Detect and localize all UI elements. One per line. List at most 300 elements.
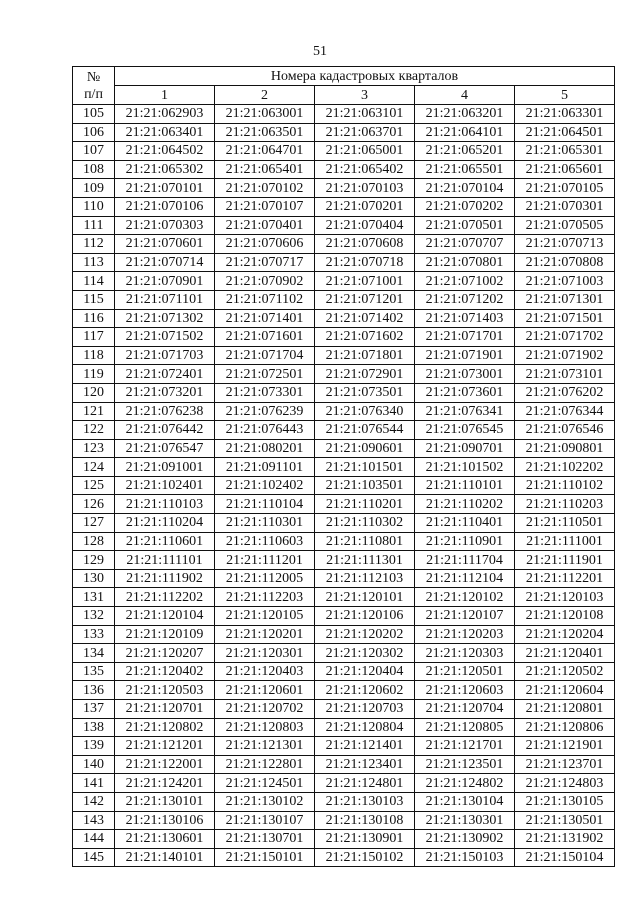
cadastral-number-cell: 21:21:101501 bbox=[315, 458, 415, 477]
table-row bbox=[73, 365, 615, 384]
cadastral-number-cell: 21:21:073301 bbox=[215, 383, 315, 402]
row-number-cell: 142 bbox=[73, 792, 115, 811]
cadastral-number-cell: 21:21:130601 bbox=[115, 830, 215, 849]
column-number-3: 3 bbox=[315, 86, 415, 105]
row-number-cell: 106 bbox=[73, 123, 115, 142]
cadastral-number-cell: 21:21:063201 bbox=[415, 105, 515, 124]
cadastral-number-cell: 21:21:120109 bbox=[115, 625, 215, 644]
cadastral-number-cell: 21:21:070401 bbox=[215, 216, 315, 235]
cadastral-quarters-table bbox=[72, 66, 615, 867]
row-number-cell: 108 bbox=[73, 160, 115, 179]
cadastral-number-cell: 21:21:120201 bbox=[215, 625, 315, 644]
cadastral-number-cell: 21:21:112201 bbox=[515, 569, 615, 588]
row-number-cell: 140 bbox=[73, 755, 115, 774]
row-number-cell: 105 bbox=[73, 105, 115, 124]
cadastral-number-cell: 21:21:071801 bbox=[315, 346, 415, 365]
row-number-cell: 143 bbox=[73, 811, 115, 830]
cadastral-number-cell: 21:21:110101 bbox=[415, 476, 515, 495]
cadastral-number-cell: 21:21:120805 bbox=[415, 718, 515, 737]
column-number-5: 5 bbox=[515, 86, 615, 105]
cadastral-number-cell: 21:21:073101 bbox=[515, 365, 615, 384]
cadastral-number-cell: 21:21:121901 bbox=[515, 737, 615, 756]
cadastral-number-cell: 21:21:076546 bbox=[515, 421, 615, 440]
cadastral-number-cell: 21:21:070303 bbox=[115, 216, 215, 235]
cadastral-number-cell: 21:21:130101 bbox=[115, 792, 215, 811]
row-number-cell: 115 bbox=[73, 290, 115, 309]
cadastral-number-cell: 21:21:130501 bbox=[515, 811, 615, 830]
table-row bbox=[73, 309, 615, 328]
cadastral-number-cell: 21:21:076547 bbox=[115, 439, 215, 458]
table-row bbox=[73, 216, 615, 235]
cadastral-number-cell: 21:21:120801 bbox=[515, 700, 615, 719]
cadastral-number-cell: 21:21:070106 bbox=[115, 197, 215, 216]
cadastral-number-cell: 21:21:070107 bbox=[215, 197, 315, 216]
cadastral-number-cell: 21:21:063101 bbox=[315, 105, 415, 124]
cadastral-number-cell: 21:21:123501 bbox=[415, 755, 515, 774]
cadastral-number-cell: 21:21:120207 bbox=[115, 644, 215, 663]
cadastral-number-cell: 21:21:070104 bbox=[415, 179, 515, 198]
cadastral-number-cell: 21:21:120402 bbox=[115, 662, 215, 681]
cadastral-number-cell: 21:21:120104 bbox=[115, 607, 215, 626]
cadastral-number-cell: 21:21:103501 bbox=[315, 476, 415, 495]
cadastral-number-cell: 21:21:112203 bbox=[215, 588, 315, 607]
group-header: Номера кадастровых кварталов bbox=[115, 67, 615, 86]
table-row bbox=[73, 458, 615, 477]
cadastral-number-cell: 21:21:130301 bbox=[415, 811, 515, 830]
table-row bbox=[73, 774, 615, 793]
cadastral-number-cell: 21:21:071402 bbox=[315, 309, 415, 328]
row-number-cell: 134 bbox=[73, 644, 115, 663]
cadastral-number-cell: 21:21:064701 bbox=[215, 142, 315, 161]
cadastral-number-cell: 21:21:071703 bbox=[115, 346, 215, 365]
cadastral-number-cell: 21:21:130902 bbox=[415, 830, 515, 849]
table-row bbox=[73, 700, 615, 719]
cadastral-number-cell: 21:21:120106 bbox=[315, 607, 415, 626]
row-number-cell: 138 bbox=[73, 718, 115, 737]
row-number-cell: 113 bbox=[73, 253, 115, 272]
cadastral-number-cell: 21:21:110801 bbox=[315, 532, 415, 551]
cadastral-number-cell: 21:21:130701 bbox=[215, 830, 315, 849]
cadastral-number-cell: 21:21:070901 bbox=[115, 272, 215, 291]
row-number-cell: 112 bbox=[73, 235, 115, 254]
table-row bbox=[73, 625, 615, 644]
cadastral-number-cell: 21:21:073001 bbox=[415, 365, 515, 384]
cadastral-number-cell: 21:21:110203 bbox=[515, 495, 615, 514]
row-number-cell: 124 bbox=[73, 458, 115, 477]
cadastral-number-cell: 21:21:076340 bbox=[315, 402, 415, 421]
row-number-cell: 114 bbox=[73, 272, 115, 291]
table-row bbox=[73, 848, 615, 867]
cadastral-number-cell: 21:21:064502 bbox=[115, 142, 215, 161]
cadastral-number-cell: 21:21:111901 bbox=[515, 551, 615, 570]
cadastral-number-cell: 21:21:070601 bbox=[115, 235, 215, 254]
cadastral-number-cell: 21:21:120703 bbox=[315, 700, 415, 719]
row-number-cell: 117 bbox=[73, 328, 115, 347]
cadastral-number-cell: 21:21:070505 bbox=[515, 216, 615, 235]
cadastral-number-cell: 21:21:073601 bbox=[415, 383, 515, 402]
cadastral-number-cell: 21:21:076545 bbox=[415, 421, 515, 440]
cadastral-number-cell: 21:21:120404 bbox=[315, 662, 415, 681]
cadastral-number-cell: 21:21:111704 bbox=[415, 551, 515, 570]
cadastral-number-cell: 21:21:110603 bbox=[215, 532, 315, 551]
cadastral-number-cell: 21:21:112005 bbox=[215, 569, 315, 588]
cadastral-number-cell: 21:21:076341 bbox=[415, 402, 515, 421]
row-number-cell: 137 bbox=[73, 700, 115, 719]
cadastral-number-cell: 21:21:121701 bbox=[415, 737, 515, 756]
table-row bbox=[73, 755, 615, 774]
cadastral-number-cell: 21:21:070301 bbox=[515, 197, 615, 216]
cadastral-number-cell: 21:21:071502 bbox=[115, 328, 215, 347]
cadastral-number-cell: 21:21:122801 bbox=[215, 755, 315, 774]
cadastral-number-cell: 21:21:130107 bbox=[215, 811, 315, 830]
cadastral-number-cell: 21:21:150102 bbox=[315, 848, 415, 867]
cadastral-number-cell: 21:21:110104 bbox=[215, 495, 315, 514]
table-row bbox=[73, 328, 615, 347]
cadastral-number-cell: 21:21:065402 bbox=[315, 160, 415, 179]
cadastral-number-cell: 21:21:120601 bbox=[215, 681, 315, 700]
cadastral-number-cell: 21:21:110103 bbox=[115, 495, 215, 514]
cadastral-number-cell: 21:21:076239 bbox=[215, 402, 315, 421]
table-row bbox=[73, 644, 615, 663]
cadastral-number-cell: 21:21:124803 bbox=[515, 774, 615, 793]
header-row-1 bbox=[73, 67, 615, 86]
table-row bbox=[73, 197, 615, 216]
table-row bbox=[73, 402, 615, 421]
cadastral-number-cell: 21:21:070608 bbox=[315, 235, 415, 254]
cadastral-number-cell: 21:21:070808 bbox=[515, 253, 615, 272]
cadastral-number-cell: 21:21:130105 bbox=[515, 792, 615, 811]
cadastral-number-cell: 21:21:065001 bbox=[315, 142, 415, 161]
cadastral-number-cell: 21:21:110302 bbox=[315, 514, 415, 533]
cadastral-number-cell: 21:21:120701 bbox=[115, 700, 215, 719]
table-row bbox=[73, 346, 615, 365]
cadastral-number-cell: 21:21:071002 bbox=[415, 272, 515, 291]
cadastral-number-cell: 21:21:070102 bbox=[215, 179, 315, 198]
cadastral-number-cell: 21:21:120101 bbox=[315, 588, 415, 607]
table-row bbox=[73, 588, 615, 607]
cadastral-number-cell: 21:21:112202 bbox=[115, 588, 215, 607]
cadastral-number-cell: 21:21:070606 bbox=[215, 235, 315, 254]
cadastral-number-cell: 21:21:131902 bbox=[515, 830, 615, 849]
cadastral-number-cell: 21:21:076238 bbox=[115, 402, 215, 421]
cadastral-number-cell: 21:21:111001 bbox=[515, 532, 615, 551]
cadastral-number-cell: 21:21:072401 bbox=[115, 365, 215, 384]
row-number-cell: 144 bbox=[73, 830, 115, 849]
row-number-cell: 141 bbox=[73, 774, 115, 793]
cadastral-number-cell: 21:21:120401 bbox=[515, 644, 615, 663]
table-row bbox=[73, 681, 615, 700]
cadastral-number-cell: 21:21:120604 bbox=[515, 681, 615, 700]
cadastral-number-cell: 21:21:110204 bbox=[115, 514, 215, 533]
cadastral-number-cell: 21:21:130103 bbox=[315, 792, 415, 811]
row-number-header bbox=[73, 67, 115, 105]
row-number-header-top: № bbox=[86, 69, 101, 85]
cadastral-number-cell: 21:21:091001 bbox=[115, 458, 215, 477]
cadastral-number-cell: 21:21:070404 bbox=[315, 216, 415, 235]
cadastral-number-cell: 21:21:123401 bbox=[315, 755, 415, 774]
cadastral-number-cell: 21:21:071401 bbox=[215, 309, 315, 328]
table-row bbox=[73, 290, 615, 309]
row-number-cell: 145 bbox=[73, 848, 115, 867]
cadastral-number-cell: 21:21:120301 bbox=[215, 644, 315, 663]
row-number-cell: 110 bbox=[73, 197, 115, 216]
column-number-4: 4 bbox=[415, 86, 515, 105]
column-number-1: 1 bbox=[115, 86, 215, 105]
cadastral-number-cell: 21:21:076544 bbox=[315, 421, 415, 440]
cadastral-number-cell: 21:21:130104 bbox=[415, 792, 515, 811]
row-number-cell: 129 bbox=[73, 551, 115, 570]
cadastral-number-cell: 21:21:071003 bbox=[515, 272, 615, 291]
row-number-cell: 131 bbox=[73, 588, 115, 607]
cadastral-number-cell: 21:21:071702 bbox=[515, 328, 615, 347]
row-number-cell: 120 bbox=[73, 383, 115, 402]
cadastral-number-cell: 21:21:120103 bbox=[515, 588, 615, 607]
cadastral-number-cell: 21:21:111201 bbox=[215, 551, 315, 570]
cadastral-number-cell: 21:21:101502 bbox=[415, 458, 515, 477]
cadastral-number-cell: 21:21:065401 bbox=[215, 160, 315, 179]
cadastral-number-cell: 21:21:080201 bbox=[215, 439, 315, 458]
cadastral-number-cell: 21:21:065501 bbox=[415, 160, 515, 179]
cadastral-number-cell: 21:21:120203 bbox=[415, 625, 515, 644]
header-row-2 bbox=[73, 86, 615, 105]
cadastral-number-cell: 21:21:090601 bbox=[315, 439, 415, 458]
cadastral-number-cell: 21:21:150103 bbox=[415, 848, 515, 867]
row-number-cell: 121 bbox=[73, 402, 115, 421]
cadastral-number-cell: 21:21:112103 bbox=[315, 569, 415, 588]
table-row bbox=[73, 737, 615, 756]
row-number-cell: 132 bbox=[73, 607, 115, 626]
table-row bbox=[73, 495, 615, 514]
cadastral-number-cell: 21:21:120501 bbox=[415, 662, 515, 681]
cadastral-number-cell: 21:21:071001 bbox=[315, 272, 415, 291]
cadastral-number-cell: 21:21:120502 bbox=[515, 662, 615, 681]
cadastral-number-cell: 21:21:072501 bbox=[215, 365, 315, 384]
cadastral-number-cell: 21:21:120702 bbox=[215, 700, 315, 719]
cadastral-number-cell: 21:21:150104 bbox=[515, 848, 615, 867]
cadastral-number-cell: 21:21:124801 bbox=[315, 774, 415, 793]
cadastral-number-cell: 21:21:120802 bbox=[115, 718, 215, 737]
cadastral-number-cell: 21:21:120108 bbox=[515, 607, 615, 626]
cadastral-number-cell: 21:21:063301 bbox=[515, 105, 615, 124]
row-number-cell: 136 bbox=[73, 681, 115, 700]
cadastral-number-cell: 21:21:121401 bbox=[315, 737, 415, 756]
table-row bbox=[73, 532, 615, 551]
row-number-cell: 127 bbox=[73, 514, 115, 533]
column-number-2: 2 bbox=[215, 86, 315, 105]
cadastral-number-cell: 21:21:064101 bbox=[415, 123, 515, 142]
table-row bbox=[73, 179, 615, 198]
table-row bbox=[73, 253, 615, 272]
cadastral-number-cell: 21:21:070718 bbox=[315, 253, 415, 272]
cadastral-number-cell: 21:21:120503 bbox=[115, 681, 215, 700]
cadastral-number-cell: 21:21:065201 bbox=[415, 142, 515, 161]
cadastral-number-cell: 21:21:110901 bbox=[415, 532, 515, 551]
cadastral-number-cell: 21:21:070801 bbox=[415, 253, 515, 272]
cadastral-number-cell: 21:21:071102 bbox=[215, 290, 315, 309]
cadastral-number-cell: 21:21:090801 bbox=[515, 439, 615, 458]
table-row bbox=[73, 830, 615, 849]
cadastral-number-cell: 21:21:110102 bbox=[515, 476, 615, 495]
cadastral-number-cell: 21:21:120804 bbox=[315, 718, 415, 737]
cadastral-number-cell: 21:21:120204 bbox=[515, 625, 615, 644]
row-number-cell: 139 bbox=[73, 737, 115, 756]
table-header bbox=[73, 67, 615, 105]
cadastral-number-cell: 21:21:063701 bbox=[315, 123, 415, 142]
cadastral-number-cell: 21:21:071403 bbox=[415, 309, 515, 328]
cadastral-number-cell: 21:21:065301 bbox=[515, 142, 615, 161]
page-number: 51 bbox=[313, 44, 327, 59]
row-number-cell: 133 bbox=[73, 625, 115, 644]
row-number-cell: 111 bbox=[73, 216, 115, 235]
table-row bbox=[73, 514, 615, 533]
cadastral-number-cell: 21:21:070105 bbox=[515, 179, 615, 198]
cadastral-number-cell: 21:21:071701 bbox=[415, 328, 515, 347]
table-row bbox=[73, 718, 615, 737]
row-number-cell: 130 bbox=[73, 569, 115, 588]
cadastral-number-cell: 21:21:071302 bbox=[115, 309, 215, 328]
cadastral-number-cell: 21:21:120302 bbox=[315, 644, 415, 663]
cadastral-number-cell: 21:21:071101 bbox=[115, 290, 215, 309]
row-number-cell: 128 bbox=[73, 532, 115, 551]
row-number-cell: 123 bbox=[73, 439, 115, 458]
cadastral-number-cell: 21:21:123701 bbox=[515, 755, 615, 774]
table-row bbox=[73, 811, 615, 830]
cadastral-number-cell: 21:21:102401 bbox=[115, 476, 215, 495]
cadastral-number-cell: 21:21:073501 bbox=[315, 383, 415, 402]
cadastral-number-cell: 21:21:140101 bbox=[115, 848, 215, 867]
cadastral-number-cell: 21:21:070201 bbox=[315, 197, 415, 216]
table-body bbox=[73, 105, 615, 867]
table-row bbox=[73, 439, 615, 458]
table-row bbox=[73, 476, 615, 495]
table-row bbox=[73, 272, 615, 291]
cadastral-number-cell: 21:21:130901 bbox=[315, 830, 415, 849]
cadastral-number-cell: 21:21:120107 bbox=[415, 607, 515, 626]
cadastral-number-cell: 21:21:102402 bbox=[215, 476, 315, 495]
table-row bbox=[73, 792, 615, 811]
cadastral-number-cell: 21:21:120602 bbox=[315, 681, 415, 700]
cadastral-number-cell: 21:21:070103 bbox=[315, 179, 415, 198]
cadastral-number-cell: 21:21:091101 bbox=[215, 458, 315, 477]
row-number-cell: 122 bbox=[73, 421, 115, 440]
cadastral-number-cell: 21:21:120806 bbox=[515, 718, 615, 737]
cadastral-number-cell: 21:21:071201 bbox=[315, 290, 415, 309]
cadastral-number-cell: 21:21:130108 bbox=[315, 811, 415, 830]
cadastral-number-cell: 21:21:076202 bbox=[515, 383, 615, 402]
row-number-header-bottom: п/п bbox=[84, 86, 103, 102]
cadastral-number-cell: 21:21:124501 bbox=[215, 774, 315, 793]
cadastral-number-cell: 21:21:070902 bbox=[215, 272, 315, 291]
cadastral-number-cell: 21:21:073201 bbox=[115, 383, 215, 402]
cadastral-number-cell: 21:21:090701 bbox=[415, 439, 515, 458]
cadastral-number-cell: 21:21:121201 bbox=[115, 737, 215, 756]
cadastral-number-cell: 21:21:071602 bbox=[315, 328, 415, 347]
cadastral-number-cell: 21:21:122001 bbox=[115, 755, 215, 774]
cadastral-number-cell: 21:21:124802 bbox=[415, 774, 515, 793]
cadastral-number-cell: 21:21:071902 bbox=[515, 346, 615, 365]
cadastral-number-cell: 21:21:076344 bbox=[515, 402, 615, 421]
cadastral-number-cell: 21:21:120303 bbox=[415, 644, 515, 663]
cadastral-number-cell: 21:21:120202 bbox=[315, 625, 415, 644]
cadastral-number-cell: 21:21:120102 bbox=[415, 588, 515, 607]
cadastral-number-cell: 21:21:110501 bbox=[515, 514, 615, 533]
table-row bbox=[73, 123, 615, 142]
cadastral-number-cell: 21:21:070202 bbox=[415, 197, 515, 216]
cadastral-number-cell: 21:21:070707 bbox=[415, 235, 515, 254]
row-number-cell: 126 bbox=[73, 495, 115, 514]
table-row bbox=[73, 607, 615, 626]
cadastral-number-cell: 21:21:110401 bbox=[415, 514, 515, 533]
cadastral-number-cell: 21:21:110202 bbox=[415, 495, 515, 514]
cadastral-number-cell: 21:21:063501 bbox=[215, 123, 315, 142]
cadastral-number-cell: 21:21:130102 bbox=[215, 792, 315, 811]
cadastral-number-cell: 21:21:111902 bbox=[115, 569, 215, 588]
cadastral-number-cell: 21:21:070714 bbox=[115, 253, 215, 272]
cadastral-number-cell: 21:21:076442 bbox=[115, 421, 215, 440]
table-row bbox=[73, 662, 615, 681]
cadastral-number-cell: 21:21:071301 bbox=[515, 290, 615, 309]
cadastral-number-cell: 21:21:063001 bbox=[215, 105, 315, 124]
table-row bbox=[73, 142, 615, 161]
cadastral-number-cell: 21:21:120105 bbox=[215, 607, 315, 626]
table-row bbox=[73, 551, 615, 570]
cadastral-number-cell: 21:21:130106 bbox=[115, 811, 215, 830]
row-number-cell: 125 bbox=[73, 476, 115, 495]
cadastral-number-cell: 21:21:111301 bbox=[315, 551, 415, 570]
cadastral-number-cell: 21:21:111101 bbox=[115, 551, 215, 570]
cadastral-number-cell: 21:21:121301 bbox=[215, 737, 315, 756]
cadastral-number-cell: 21:21:076443 bbox=[215, 421, 315, 440]
cadastral-number-cell: 21:21:124201 bbox=[115, 774, 215, 793]
cadastral-number-cell: 21:21:063401 bbox=[115, 123, 215, 142]
cadastral-number-cell: 21:21:071501 bbox=[515, 309, 615, 328]
cadastral-number-cell: 21:21:071601 bbox=[215, 328, 315, 347]
cadastral-number-cell: 21:21:110201 bbox=[315, 495, 415, 514]
cadastral-number-cell: 21:21:071704 bbox=[215, 346, 315, 365]
cadastral-number-cell: 21:21:071901 bbox=[415, 346, 515, 365]
cadastral-number-cell: 21:21:070713 bbox=[515, 235, 615, 254]
cadastral-number-cell: 21:21:120403 bbox=[215, 662, 315, 681]
cadastral-number-cell: 21:21:070717 bbox=[215, 253, 315, 272]
table-row bbox=[73, 569, 615, 588]
cadastral-number-cell: 21:21:065302 bbox=[115, 160, 215, 179]
cadastral-number-cell: 21:21:110301 bbox=[215, 514, 315, 533]
row-number-cell: 116 bbox=[73, 309, 115, 328]
table-row bbox=[73, 383, 615, 402]
row-number-cell: 109 bbox=[73, 179, 115, 198]
cadastral-number-cell: 21:21:070101 bbox=[115, 179, 215, 198]
cadastral-number-cell: 21:21:102202 bbox=[515, 458, 615, 477]
cadastral-number-cell: 21:21:112104 bbox=[415, 569, 515, 588]
cadastral-number-cell: 21:21:065601 bbox=[515, 160, 615, 179]
table-row bbox=[73, 235, 615, 254]
cadastral-number-cell: 21:21:072901 bbox=[315, 365, 415, 384]
cadastral-number-cell: 21:21:070501 bbox=[415, 216, 515, 235]
cadastral-number-cell: 21:21:062903 bbox=[115, 105, 215, 124]
cadastral-number-cell: 21:21:120803 bbox=[215, 718, 315, 737]
row-number-cell: 118 bbox=[73, 346, 115, 365]
row-number-cell: 107 bbox=[73, 142, 115, 161]
cadastral-number-cell: 21:21:120704 bbox=[415, 700, 515, 719]
cadastral-number-cell: 21:21:071202 bbox=[415, 290, 515, 309]
cadastral-number-cell: 21:21:150101 bbox=[215, 848, 315, 867]
cadastral-number-cell: 21:21:110601 bbox=[115, 532, 215, 551]
row-number-cell: 135 bbox=[73, 662, 115, 681]
cadastral-number-cell: 21:21:120603 bbox=[415, 681, 515, 700]
cadastral-number-cell: 21:21:064501 bbox=[515, 123, 615, 142]
table-row bbox=[73, 105, 615, 124]
row-number-cell: 119 bbox=[73, 365, 115, 384]
